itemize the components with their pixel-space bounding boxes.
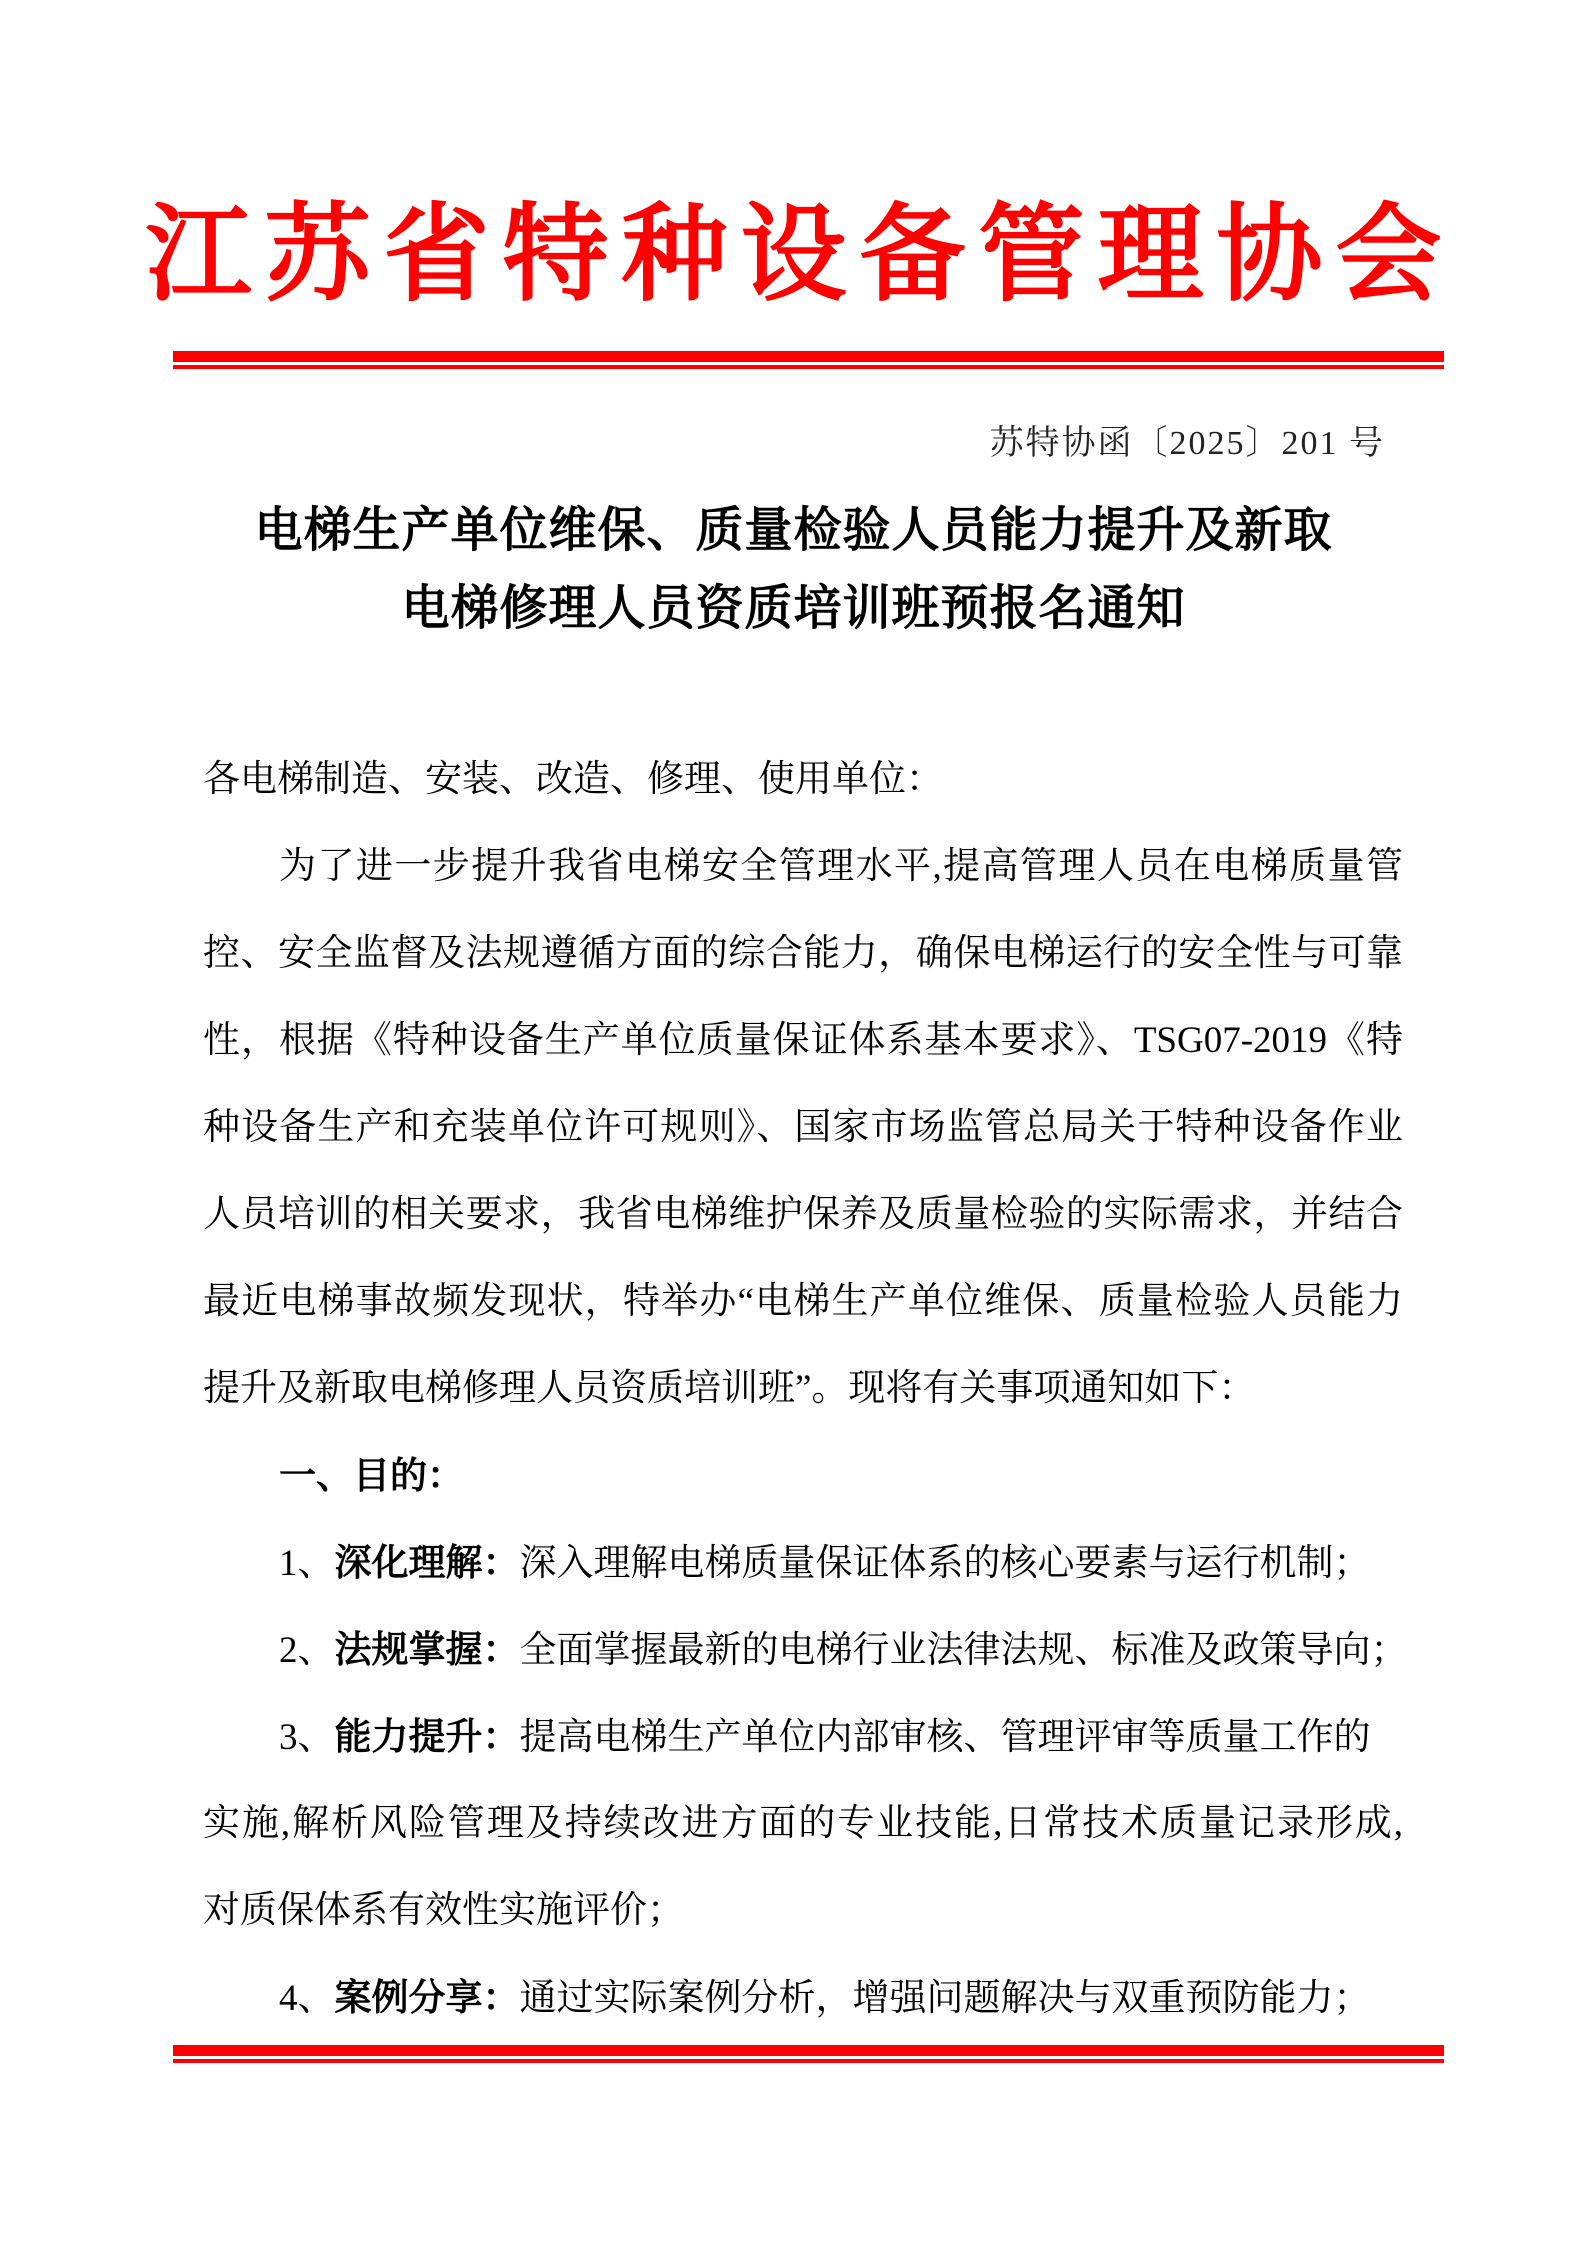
paragraph-line: 控、安全监督及法规遵循方面的综合能力，确保电梯运行的安全性与可靠 [203,933,1403,974]
section-heading-purpose: 一、目的： [279,1455,464,1496]
footer-divider-line [173,2045,1444,2063]
list-item-1: 1、深化理解：深入理解电梯质量保证体系的核心要素与运行机制； [279,1542,1371,1584]
doc-reference-number: 苏特协函〔2025〕201 号 [989,425,1385,462]
header-divider-line [173,351,1444,369]
paragraph-line: 人员培训的相关要求，我省电梯维护保养及质量检验的实际需求，并结合 [203,1194,1403,1235]
paragraph-line: 提升及新取电梯修理人员资质培训班”。现将有关事项通知如下： [203,1368,1256,1409]
list-item-3: 3、能力提升：提高电梯生产单位内部审核、管理评审等质量工作的 [279,1716,1371,1758]
paragraph-line: 性，根据《特种设备生产单位质量保证体系基本要求》、TSG07-2019《特 [203,1020,1403,1061]
document-body [203,736,1408,2041]
paragraph-line: 最近电梯事故频发现状，特举办“电梯生产单位维保、质量检验人员能力 [203,1281,1403,1322]
doc-title-line2: 电梯修理人员资质培训班预报名通知 [401,582,1186,635]
letterhead-org-name: 江苏省特种设备管理协会 [145,197,1455,314]
salutation-line: 各电梯制造、安装、改造、修理、使用单位： [203,759,943,800]
paragraph-line: 种设备生产和充装单位许可规则》、国家市场监管总局关于特种设备作业 [203,1107,1403,1148]
doc-title [0,492,1587,648]
list-item-3-continuation: 对质保体系有效性实施评价； [203,1890,684,1931]
list-item-2: 2、法规掌握：全面掌握最新的电梯行业法律法规、标准及政策导向； [279,1629,1408,1671]
doc-title-line1: 电梯生产单位维保、质量检验人员能力提升及新取 [254,504,1333,557]
list-item-3-continuation: 实施,解析风险管理及持续改进方面的专业技能,日常技术质量记录形成, [203,1803,1403,1844]
list-item-4: 4、案例分享：通过实际案例分析，增强问题解决与双重预防能力； [279,1977,1371,2019]
paragraph-line: 为了进一步提升我省电梯安全管理水平,提高管理人员在电梯质量管 [279,846,1403,887]
